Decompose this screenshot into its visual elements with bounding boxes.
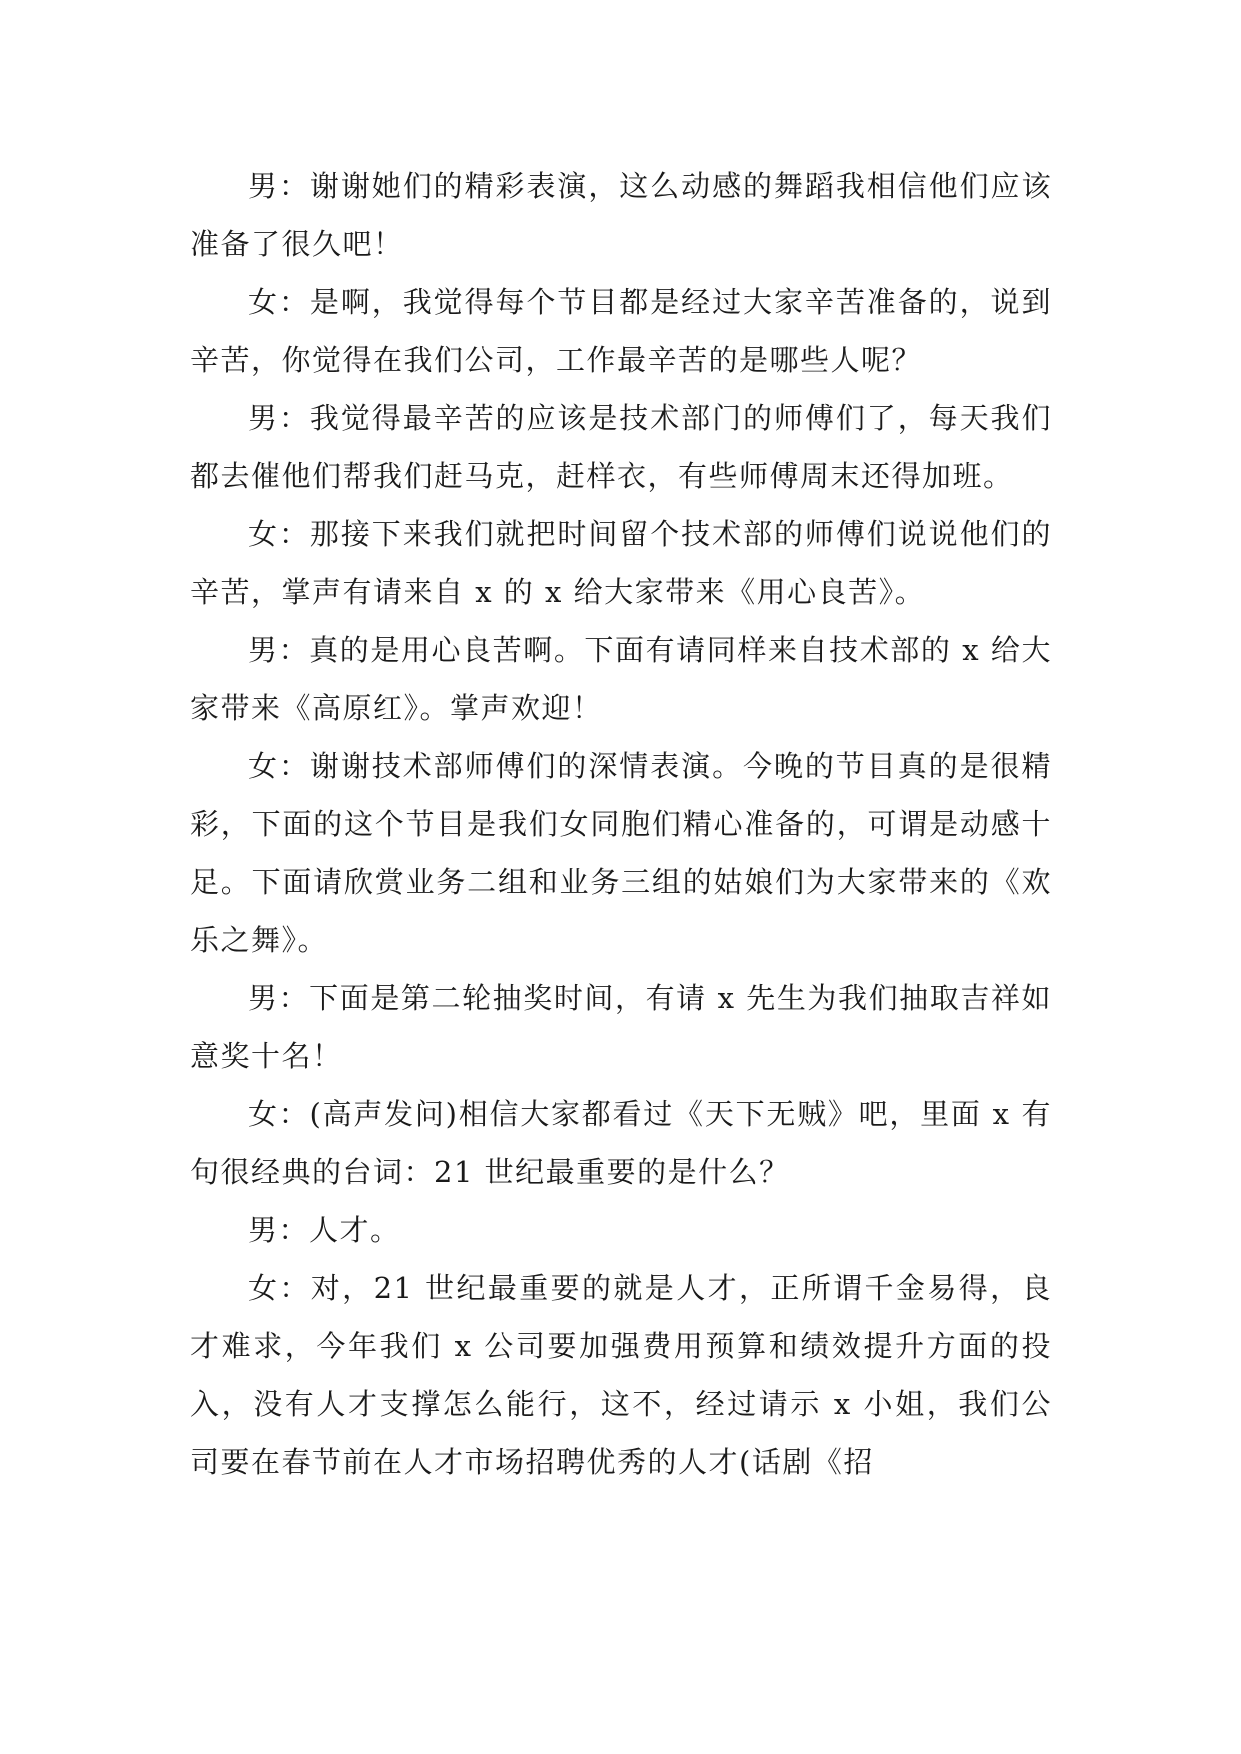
dialogue-paragraph-4: 女：那接下来我们就把时间留个技术部的师傅们说说他们的辛苦，掌声有请来自 x 的 x 给大家带来《用心良苦》。 xyxy=(190,517,1052,609)
dialogue-paragraph-9: 男：人才。 xyxy=(248,1213,401,1247)
dialogue-paragraph-10: 女：对，21 世纪最重要的就是人才，正所谓千金易得，良才难求，今年我们 x 公司要加强费用预算和绩效提升方面的投入，没有人才支撑怎么能行，这不，经过请示 x 小姐，我们公司要在春节前在人才市场招聘优秀的人才(话剧《招 xyxy=(190,1271,1052,1479)
dialogue-paragraph-8: 女：(高声发问)相信大家都看过《天下无贼》吧，里面 x 有句很经典的台词：21 世纪最重要的是什么？ xyxy=(190,1097,1052,1189)
dialogue-paragraph-2: 女：是啊，我觉得每个节目都是经过大家辛苦准备的，说到辛苦，你觉得在我们公司，工作最辛苦的是哪些人呢？ xyxy=(190,285,1052,377)
dialogue-paragraph-3: 男：我觉得最辛苦的应该是技术部门的师傅们了，每天我们都去催他们帮我们赶马克，赶样衣，有些师傅周末还得加班。 xyxy=(190,401,1052,493)
dialogue-paragraph-6: 女：谢谢技术部师傅们的深情表演。今晚的节目真的是很精彩，下面的这个节目是我们女同胞们精心准备的，可谓是动感十足。下面请欣赏业务二组和业务三组的姑娘们为大家带来的《欢乐之舞》。 xyxy=(190,749,1052,957)
document-body xyxy=(190,157,1052,1491)
dialogue-paragraph-7: 男：下面是第二轮抽奖时间，有请 x 先生为我们抽取吉祥如意奖十名！ xyxy=(190,981,1052,1073)
dialogue-paragraph-5: 男：真的是用心良苦啊。下面有请同样来自技术部的 x 给大家带来《高原红》。掌声欢迎！ xyxy=(190,633,1052,725)
dialogue-paragraph-1: 男：谢谢她们的精彩表演，这么动感的舞蹈我相信他们应该准备了很久吧！ xyxy=(190,169,1052,261)
